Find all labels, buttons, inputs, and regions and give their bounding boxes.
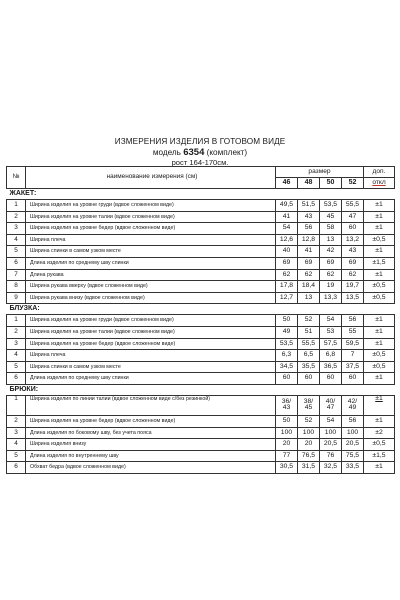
row-number: 4 [7, 234, 26, 246]
size-value: 56 [341, 415, 363, 427]
size-value: 60 [275, 373, 297, 385]
size-value: 62 [319, 269, 341, 281]
row-number: 8 [7, 281, 26, 293]
size-value: 34,5 [275, 361, 297, 373]
measurement-name: Ширина спинки в самом узком месте [26, 361, 276, 373]
section-title: БРЮКИ: [7, 384, 395, 395]
size-value: 13,5 [341, 292, 363, 304]
measurement-name: Ширина изделия на уровне талии (вдвое сложенном виде) [26, 326, 276, 338]
tolerance-value: ±1 [364, 326, 395, 338]
table-row [7, 427, 395, 439]
measurement-name: Ширина изделия на уровне бедер (вдвое сложенном виде) [26, 338, 276, 350]
size-value: 35,5 [297, 361, 319, 373]
table-row [7, 373, 395, 385]
size-value: 55,5 [297, 338, 319, 350]
section-header-row [7, 304, 395, 315]
column-header-tolerance-top: доп. [364, 167, 395, 178]
row-number: 1 [7, 200, 26, 212]
size-value: 53 [319, 326, 341, 338]
size-value: 100 [319, 427, 341, 439]
size-value: 50 [275, 315, 297, 327]
table-row [7, 234, 395, 246]
document-header [0, 136, 400, 168]
measurement-name: Ширина изделия на уровне бедер (вдвое сложенном виде) [26, 223, 276, 235]
tolerance-value: ±0,5 [364, 281, 395, 293]
tolerance-value: ±0,5 [364, 439, 395, 451]
tolerance-value: ±1 [364, 223, 395, 235]
size-value: 53,5 [319, 200, 341, 212]
tolerance-value: ±0,5 [364, 361, 395, 373]
measurement-name: Ширина плеча [26, 350, 276, 362]
measurements-table [6, 166, 395, 474]
model-suffix: (комплект) [206, 148, 248, 157]
measurement-name: Ширина изделия на уровне груди (вдвое сложенном виде) [26, 315, 276, 327]
row-number: 1 [7, 395, 26, 415]
section-title: ЖАКЕТ: [7, 189, 395, 200]
tolerance-value: ±2 [364, 427, 395, 439]
row-number: 3 [7, 427, 26, 439]
size-value: 36,5 [319, 361, 341, 373]
tolerance-value: ±1,5 [364, 450, 395, 462]
size-value: 6,3 [275, 350, 297, 362]
row-number: 5 [7, 246, 26, 258]
row-number: 4 [7, 439, 26, 451]
size-value: 54 [275, 223, 297, 235]
size-value: 20 [275, 439, 297, 451]
measurement-name: Ширина рукава вверху (вдвое сложенном виде) [26, 281, 276, 293]
tolerance-value: ±0,5 [364, 350, 395, 362]
measurement-name: Ширина рукава внизу (вдвое сложенном виде) [26, 292, 276, 304]
tolerance-value: ±1 [364, 395, 395, 415]
size-value: 12,6 [275, 234, 297, 246]
row-number: 5 [7, 361, 26, 373]
size-value: 69 [341, 257, 363, 269]
row-number: 6 [7, 462, 26, 474]
table-row [7, 439, 395, 451]
measurement-name: Ширина плеча [26, 234, 276, 246]
measurement-name: Ширина спинки в самом узком месте [26, 246, 276, 258]
table-row [7, 326, 395, 338]
size-value: 33,5 [341, 462, 363, 474]
size-value: 6,5 [297, 350, 319, 362]
size-value: 54 [319, 315, 341, 327]
measurement-name: Длина изделия по внутреннему шву [26, 450, 276, 462]
model-line [0, 147, 400, 158]
size-value: 31,5 [297, 462, 319, 474]
column-header-size: размер [275, 167, 363, 178]
table-row [7, 223, 395, 235]
size-value: 60 [341, 373, 363, 385]
table-row [7, 462, 395, 474]
size-value: 42 [319, 246, 341, 258]
table-row [7, 361, 395, 373]
table-row [7, 292, 395, 304]
size-value: 41 [275, 211, 297, 223]
table-row [7, 269, 395, 281]
tolerance-value: ±1,5 [364, 257, 395, 269]
size-value: 58 [319, 223, 341, 235]
size-value: 40 [275, 246, 297, 258]
size-value: 43 [297, 211, 319, 223]
row-number: 1 [7, 315, 26, 327]
column-header-tolerance-bottom: откл [364, 178, 395, 189]
size-value: 55,5 [341, 200, 363, 212]
size-value: 69 [297, 257, 319, 269]
row-number: 3 [7, 338, 26, 350]
tolerance-value: ±1 [364, 269, 395, 281]
size-value: 60 [297, 373, 319, 385]
size-value: 54 [319, 415, 341, 427]
size-value: 51,5 [297, 200, 319, 212]
size-header: 48 [297, 178, 319, 189]
size-value: 55 [341, 326, 363, 338]
size-value: 53,5 [275, 338, 297, 350]
size-value: 57,5 [319, 338, 341, 350]
size-value: 40/ 47 [319, 395, 341, 415]
row-number: 4 [7, 350, 26, 362]
size-value: 75,5 [341, 450, 363, 462]
size-value: 62 [275, 269, 297, 281]
size-value: 47 [341, 211, 363, 223]
size-value: 41 [297, 246, 319, 258]
table-row [7, 350, 395, 362]
size-value: 76 [319, 450, 341, 462]
table-row [7, 450, 395, 462]
size-value: 13 [297, 292, 319, 304]
size-value: 19,7 [341, 281, 363, 293]
table-row [7, 211, 395, 223]
size-value: 69 [275, 257, 297, 269]
tolerance-value: ±1 [364, 246, 395, 258]
size-value: 52 [297, 315, 319, 327]
size-value: 56 [297, 223, 319, 235]
size-value: 20,5 [319, 439, 341, 451]
table-row [7, 395, 395, 415]
section-header-row [7, 384, 395, 395]
size-value: 50 [275, 415, 297, 427]
size-header: 52 [341, 178, 363, 189]
size-value: 62 [297, 269, 319, 281]
size-value: 36/ 43 [275, 395, 297, 415]
size-value: 45 [319, 211, 341, 223]
size-value: 7 [341, 350, 363, 362]
table-row [7, 246, 395, 258]
size-value: 100 [297, 427, 319, 439]
size-value: 100 [341, 427, 363, 439]
row-number: 7 [7, 269, 26, 281]
size-value: 52 [297, 415, 319, 427]
model-prefix: модель [152, 148, 181, 157]
size-value: 12,8 [297, 234, 319, 246]
size-value: 6,8 [319, 350, 341, 362]
size-value: 43 [341, 246, 363, 258]
tolerance-value: ±1 [364, 415, 395, 427]
tolerance-value: ±1 [364, 200, 395, 212]
measurement-name: Обхват бедра (вдвое сложенном виде) [26, 462, 276, 474]
section-header-row [7, 189, 395, 200]
height-range: рост 164-170см. [171, 158, 229, 167]
measurement-name: Длина изделия по среднему шву спинки [26, 373, 276, 385]
table-row [7, 257, 395, 269]
measurement-name: Ширина изделия на уровне груди (вдвое сложенном виде) [26, 200, 276, 212]
table-row [7, 281, 395, 293]
row-number: 2 [7, 211, 26, 223]
tolerance-value: ±1 [364, 373, 395, 385]
row-number: 9 [7, 292, 26, 304]
size-value: 51 [297, 326, 319, 338]
row-number: 5 [7, 450, 26, 462]
measurement-name: Ширина изделия на уровне бедер (вдвое сложенном виде) [26, 415, 276, 427]
size-value: 17,8 [275, 281, 297, 293]
row-number: 6 [7, 257, 26, 269]
size-value: 32,5 [319, 462, 341, 474]
size-value: 18,4 [297, 281, 319, 293]
row-number: 6 [7, 373, 26, 385]
tolerance-value: ±1 [364, 338, 395, 350]
tolerance-value: ±0,5 [364, 234, 395, 246]
size-value: 13,2 [341, 234, 363, 246]
size-value: 42/ 49 [341, 395, 363, 415]
tolerance-value: ±0,5 [364, 292, 395, 304]
row-number: 2 [7, 326, 26, 338]
size-value: 30,5 [275, 462, 297, 474]
size-value: 13,3 [319, 292, 341, 304]
size-value: 62 [341, 269, 363, 281]
table-header-row [7, 167, 395, 178]
size-header: 46 [275, 178, 297, 189]
size-value: 69 [319, 257, 341, 269]
measurement-name: Длина изделия по среднему шву спинки [26, 257, 276, 269]
section-title: БЛУЗКА: [7, 304, 395, 315]
size-value: 60 [341, 223, 363, 235]
size-value: 49,5 [275, 200, 297, 212]
document-title: ИЗМЕРЕНИЯ ИЗДЕЛИЯ В ГОТОВОМ ВИДЕ [114, 137, 286, 146]
size-value: 77 [275, 450, 297, 462]
measurement-name: Ширина изделия внизу [26, 439, 276, 451]
size-value: 56 [341, 315, 363, 327]
size-value: 13 [319, 234, 341, 246]
size-value: 76,5 [297, 450, 319, 462]
measurement-name: Длина рукава [26, 269, 276, 281]
tolerance-value: ±1 [364, 211, 395, 223]
table-row [7, 415, 395, 427]
column-header-name: наименование измерения (см) [26, 167, 276, 189]
size-value: 19 [319, 281, 341, 293]
size-value: 12,7 [275, 292, 297, 304]
measurement-name: Ширина изделия по линии талии (вдвое сложенном виде с/без резинкой) [26, 395, 276, 415]
model-number: 6354 [183, 147, 205, 158]
measurement-name: Ширина изделия на уровне талии (вдвое сложенном виде) [26, 211, 276, 223]
size-value: 100 [275, 427, 297, 439]
table-row [7, 315, 395, 327]
row-number: 2 [7, 415, 26, 427]
column-header-number: № [7, 167, 26, 189]
size-value: 60 [319, 373, 341, 385]
size-value: 37,5 [341, 361, 363, 373]
measurement-name: Длина изделия по боковому шву, без учета пояса [26, 427, 276, 439]
size-value: 20 [297, 439, 319, 451]
size-value: 20,5 [341, 439, 363, 451]
tolerance-value: ±1 [364, 315, 395, 327]
table-row [7, 200, 395, 212]
row-number: 3 [7, 223, 26, 235]
table-row [7, 338, 395, 350]
tolerance-value: ±1 [364, 462, 395, 474]
size-value: 59,5 [341, 338, 363, 350]
size-value: 38/ 45 [297, 395, 319, 415]
size-value: 49 [275, 326, 297, 338]
size-header: 50 [319, 178, 341, 189]
